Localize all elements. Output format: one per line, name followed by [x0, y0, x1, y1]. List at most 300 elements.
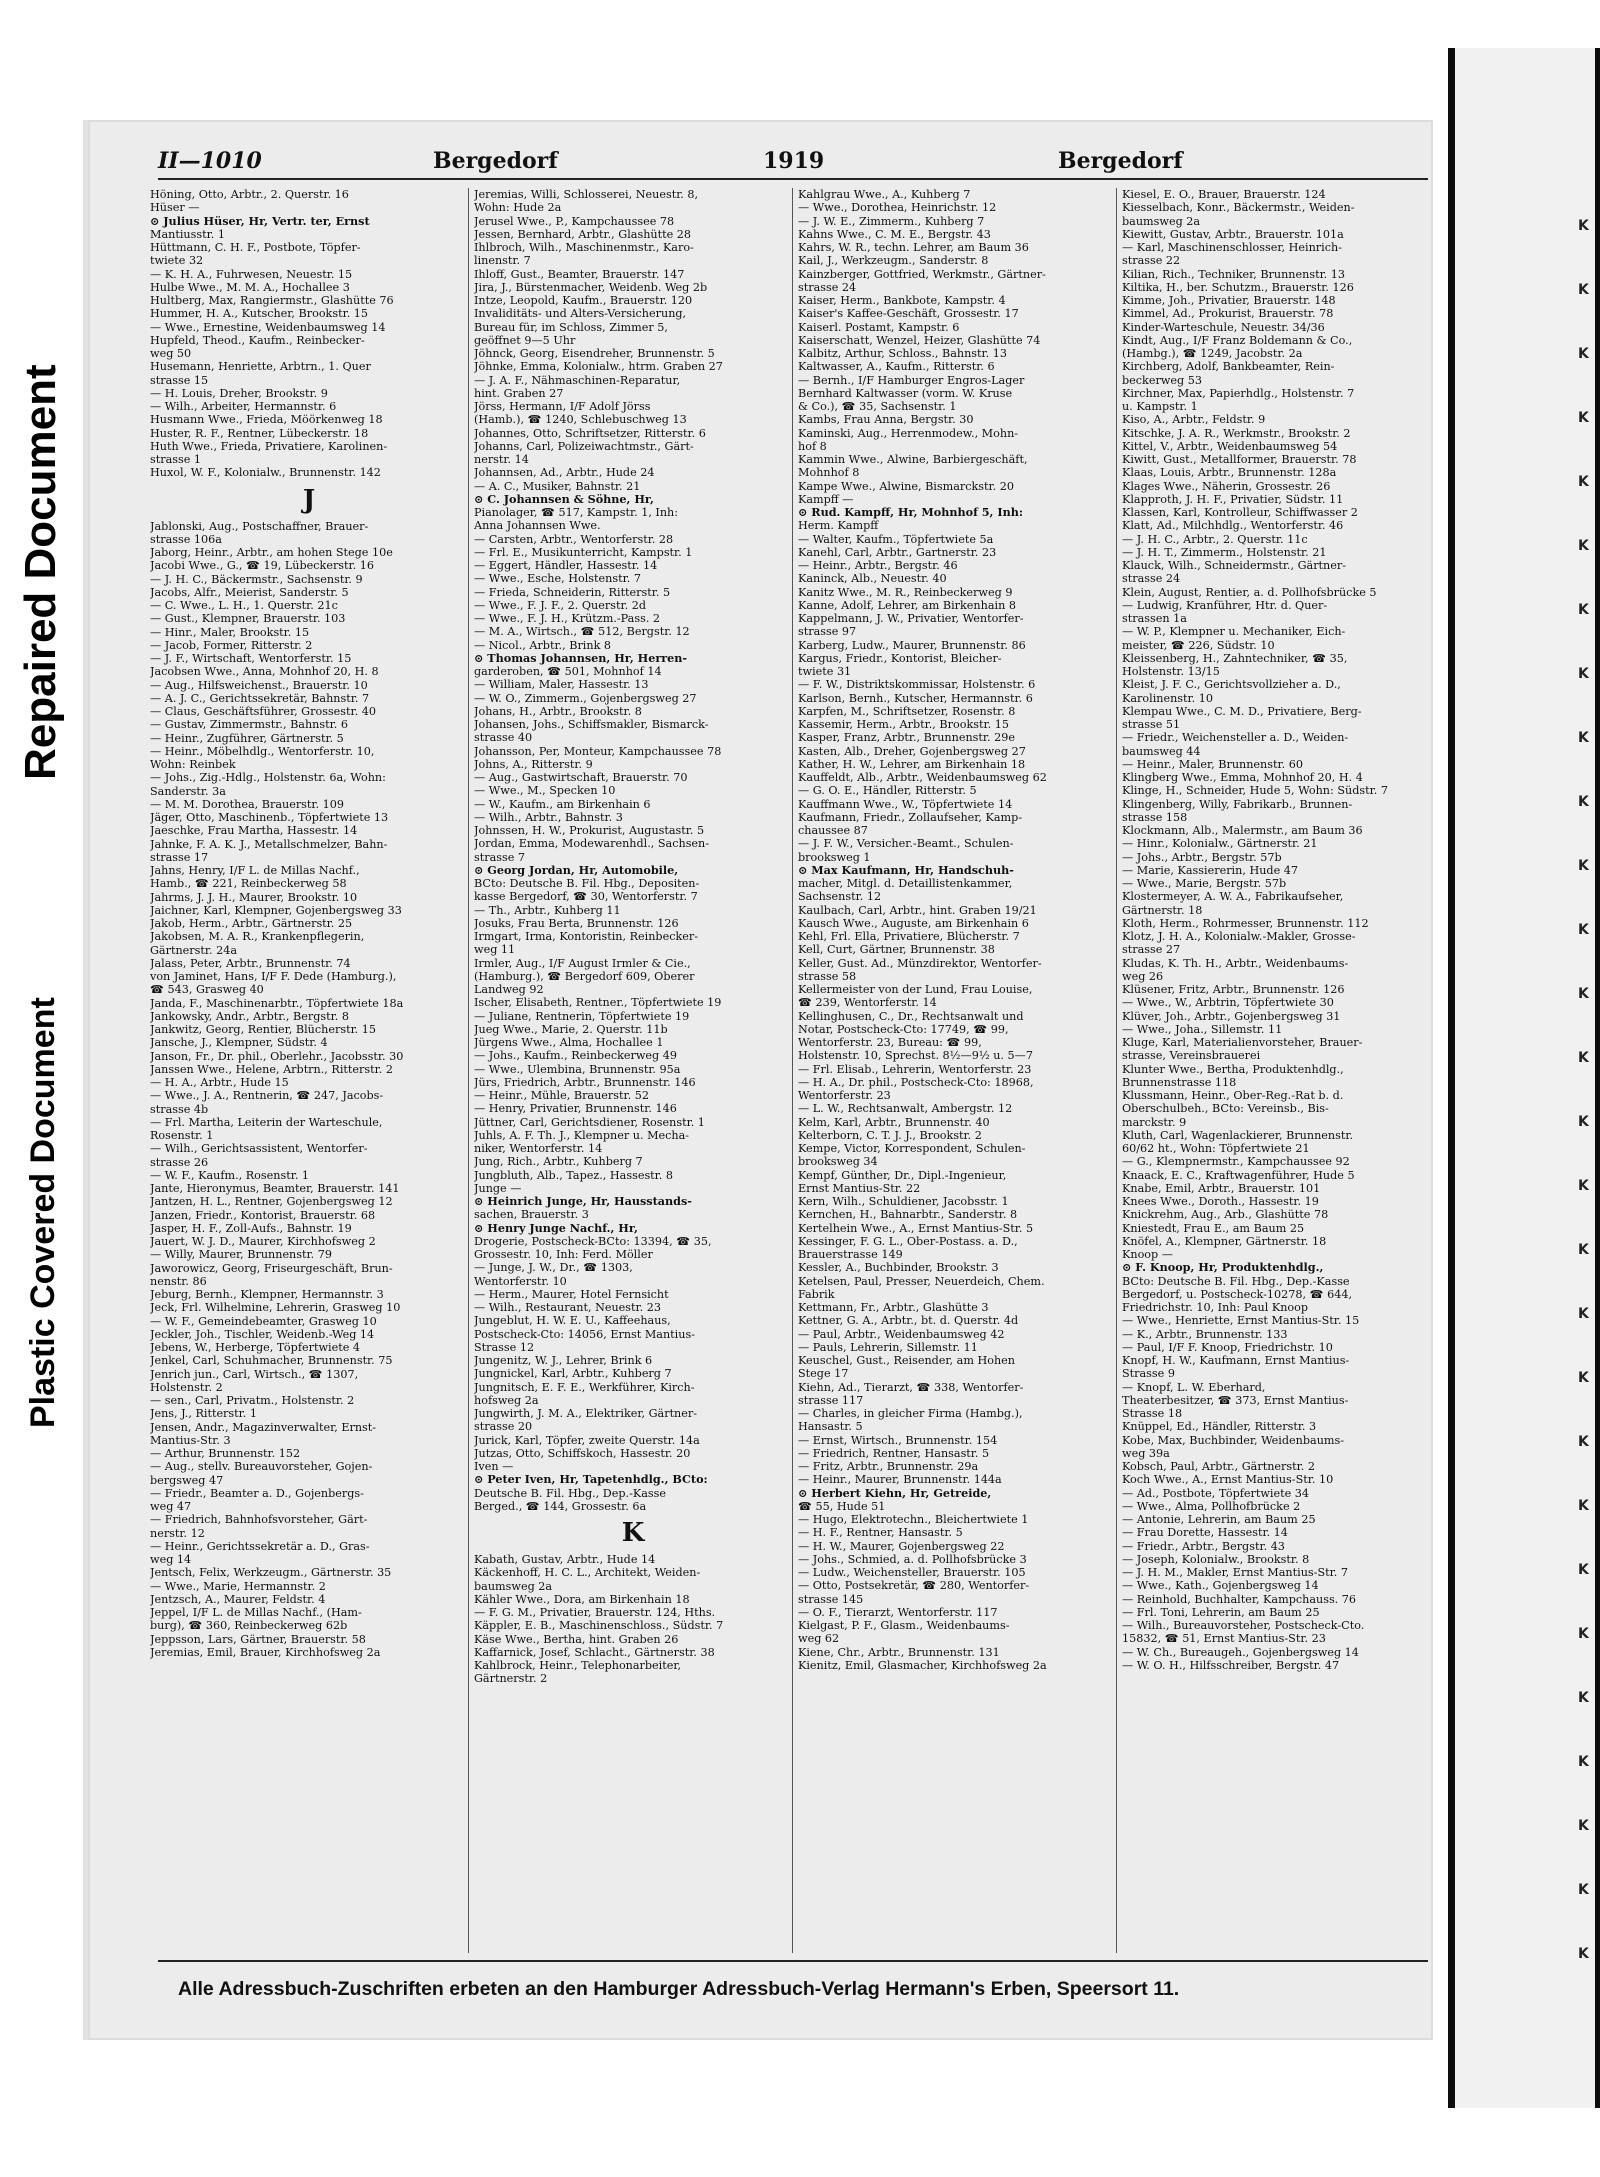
directory-entry: — Frl. E., Musikunterricht, Kampstr. 1 [474, 545, 693, 559]
directory-entry: Kinder-Warteschule, Neuestr. 34/36 [1122, 320, 1325, 334]
directory-entry: meister, ☎ 226, Südstr. 10 [1122, 638, 1275, 652]
directory-entry: Wentorferstr. 23 [798, 1089, 891, 1102]
directory-entry: — G., Klempnermstr., Kampchaussee 92 [1122, 1155, 1350, 1169]
directory-entry: Koch Wwe., A., Ernst Mantius-Str. 10 [1122, 1473, 1334, 1487]
directory-entry: burg), ☎ 360, Reinbeckerweg 62b [150, 1619, 348, 1633]
directory-entry: Notar, Postscheck-Cto: 17749, ☎ 99, [798, 1022, 1009, 1036]
directory-entry: Herm. Kampff [798, 519, 879, 533]
directory-entry: Käse Wwe., Bertha, hint. Graben 26 [474, 1632, 679, 1646]
directory-entry: Jungeblut, H. W. E. U., Kaffeehaus, [474, 1314, 671, 1328]
directory-entry: — Heinr., Möbelhdlg., Wentorferstr. 10, [150, 744, 375, 758]
directory-entry: Jutzas, Otto, Schiffskoch, Hassestr. 20 [474, 1446, 691, 1460]
directory-entry: Kernchen, H., Bahnarbtr., Sanderstr. 8 [798, 1208, 1018, 1222]
directory-entry: — Wwe., Kath., Gojenbergsweg 14 [1122, 1579, 1319, 1593]
directory-entry: — Wwe., M., Specken 10 [474, 784, 616, 798]
directory-entry: marckstr. 9 [1122, 1115, 1187, 1129]
directory-entry: Johns, A., Ritterstr. 9 [474, 757, 593, 771]
adjacent-page-letter: K [1578, 666, 1589, 682]
directory-entry: Kappelmann, J. W., Privatier, Wentorfer- [798, 612, 1024, 625]
directory-entry: Landweg 92 [474, 983, 544, 996]
directory-entry: — Antonie, Lehrerin, am Baum 25 [1122, 1513, 1316, 1526]
directory-entry: Kobe, Max, Buchbinder, Weidenbaums- [1122, 1433, 1345, 1447]
column-divider [792, 188, 793, 1953]
directory-entry: Mohnhof 8 [798, 466, 860, 480]
directory-entry: Jankowsky, Andr., Arbtr., Bergstr. 8 [150, 1009, 349, 1023]
directory-entry: Knees Wwe., Doroth., Hassestr. 19 [1122, 1195, 1319, 1208]
directory-entry: strasse 17 [150, 850, 209, 864]
directory-entry: von Jaminet, Hans, I/F F. Dede (Hamburg.), [150, 970, 397, 983]
directory-entry: strasse 26 [150, 1155, 209, 1169]
directory-entry: — William, Maler, Hassestr. 13 [474, 678, 649, 692]
directory-entry: Jungbluth, Alb., Tapez., Hassestr. 8 [474, 1168, 674, 1182]
directory-entry: ☎ 239, Wentorferstr. 14 [798, 996, 937, 1010]
directory-entry: Sanderstr. 3a [150, 784, 226, 798]
directory-entry: Jürgens Wwe., Alma, Hochallee 1 [474, 1036, 664, 1049]
adjacent-page-letter: K [1578, 1242, 1589, 1258]
directory-entry: Hüser — [150, 201, 200, 215]
directory-entry: Kahlbrock, Heinr., Telephonarbeiter, [474, 1659, 682, 1672]
directory-entry: Jungnickel, Karl, Arbtr., Kuhberg 7 [474, 1367, 672, 1381]
page-header [158, 148, 1428, 178]
adjacent-page-letter: K [1578, 218, 1589, 234]
directory-entry: — Wilh., Restaurant, Neuestr. 23 [474, 1301, 662, 1314]
directory-entry: Jurick, Karl, Töpfer, zweite Querstr. 14a [474, 1433, 700, 1447]
directory-entry: — Ernst, Wirtsch., Brunnenstr. 154 [798, 1433, 998, 1447]
directory-entry: Karberg, Ludw., Maurer, Brunnenstr. 86 [798, 638, 1026, 652]
directory-entry: — Johs., Arbtr., Bergstr. 57b [1122, 850, 1282, 864]
directory-entry: Klassen, Karl, Kontrolleur, Schiffwasser 2 [1122, 506, 1358, 519]
directory-entry: Wentorferstr. 23, Bureau: ☎ 99, [798, 1036, 982, 1049]
directory-entry: Kirchner, Max, Papierhdlg., Holstenstr. 7 [1122, 386, 1355, 400]
directory-entry: — Frl. Toni, Lehrerin, am Baum 25 [1122, 1605, 1320, 1619]
directory-entry: Johannes, Otto, Schriftsetzer, Ritterstr. 6 [474, 426, 706, 440]
directory-entry: Berged., ☎ 144, Grossestr. 6a [474, 1499, 647, 1513]
directory-entry: — A. J. C., Gerichtssekretär, Bahnstr. 7 [150, 691, 370, 705]
directory-entry: u. Kampstr. 1 [1122, 400, 1198, 413]
directory-entry: strasse 145 [798, 1592, 864, 1606]
directory-entry: — Ad., Postbote, Töpfertwiete 34 [1122, 1486, 1310, 1500]
directory-entry: Kiesel, E. O., Brauer, Brauerstr. 124 [1122, 188, 1326, 201]
directory-entry: — Paul, Arbtr., Weidenbaumsweg 42 [798, 1327, 1005, 1341]
directory-entry: — Friedrich, Rentner, Hansastr. 5 [798, 1446, 990, 1460]
directory-entry: Kaiser, Herm., Bankbote, Kampstr. 4 [798, 294, 1006, 307]
directory-entry: Jantzen, H. L., Rentner, Gojenbergsweg 12 [150, 1195, 393, 1209]
directory-entry: Kniestedt, Frau E., am Baum 25 [1122, 1221, 1305, 1235]
adjacent-page-letter: K [1578, 1434, 1589, 1450]
directory-entry: — M. M. Dorothea, Brauerstr. 109 [150, 797, 345, 811]
directory-entry: — G. O. E., Händler, Ritterstr. 5 [798, 784, 977, 798]
directory-entry: Ihloff, Gust., Beamter, Brauerstr. 147 [474, 267, 685, 281]
directory-entry: Kainzberger, Gottfried, Werkmstr., Gärtner- [798, 267, 1046, 281]
directory-entry: — Wwe., W., Arbtrin, Töpfertwiete 30 [1122, 996, 1334, 1010]
directory-entry: Huster, R. F., Rentner, Lübeckerstr. 18 [150, 426, 369, 440]
directory-entry: Kludas, K. Th. H., Arbtr., Weidenbaums- [1122, 956, 1349, 970]
column-divider [1116, 188, 1117, 1953]
adjacent-page-letter: K [1578, 1562, 1589, 1578]
directory-entry: Jante, Hieronymus, Beamter, Brauerstr. 141 [150, 1182, 400, 1195]
directory-entry: Huxol, W. F., Kolonialw., Brunnenstr. 142 [150, 466, 381, 480]
directory-entry: — Johs., Schmied, a. d. Pollhofsbrücke 3 [798, 1552, 1027, 1566]
directory-entry: Jacobs, Alfr., Meierist, Sanderstr. 5 [150, 585, 349, 599]
directory-entry: strasse 24 [798, 280, 857, 294]
directory-entry: — Wilh., Gerichtsassistent, Wentorfer- [150, 1142, 368, 1156]
directory-entry: — J. F. W., Versicher.-Beamt., Schulen- [798, 837, 1014, 851]
directory-entry: — Heinr., Maler, Brunnenstr. 60 [1122, 757, 1303, 771]
directory-entry: 15832, ☎ 51, Ernst Mantius-Str. 23 [1122, 1632, 1326, 1646]
directory-entry: Husemann, Henriette, Arbtrn., 1. Quer [150, 360, 371, 374]
directory-entry: Johanns, Carl, Polizeiwachtmstr., Gärt- [474, 439, 694, 453]
directory-entry: strasse, Vereinsbrauerei [1122, 1049, 1261, 1063]
directory-entry: Hulbe Wwe., M. M. A., Hochallee 3 [150, 280, 350, 294]
directory-entry: Jüttner, Carl, Gerichtsdiener, Rosenstr. 1 [474, 1115, 705, 1129]
directory-entry: Jöhnke, Emma, Kolonialw., htrm. Graben 27 [474, 360, 723, 374]
adjacent-page-letter: K [1578, 858, 1589, 874]
directory-entry: — W. F., Gemeindebeamter, Grasweg 10 [150, 1314, 377, 1328]
directory-entry: Junge — [474, 1181, 522, 1195]
directory-entry: Irmgart, Irma, Kontoristin, Reinbecker- [474, 930, 699, 943]
directory-entry: Kanne, Adolf, Lehrer, am Birkenhain 8 [798, 598, 1016, 612]
directory-entry: Stege 17 [798, 1367, 849, 1381]
directory-entry: (Hamb.), ☎ 1240, Schlebuschweg 13 [474, 413, 687, 427]
directory-entry: — Wwe., Alma, Pollhofbrücke 2 [1122, 1499, 1301, 1513]
directory-entry: Kloth, Herm., Rohrmesser, Brunnenstr. 112 [1122, 916, 1369, 930]
directory-entry: Huth Wwe., Frieda, Privatiere, Karolinen- [150, 439, 388, 453]
adjacent-page-letter: K [1578, 1114, 1589, 1130]
directory-entry: Kluth, Carl, Wagenlackierer, Brunnenstr. [1122, 1128, 1354, 1142]
directory-entry: Klunter Wwe., Bertha, Produktenhdlg., [1122, 1062, 1344, 1076]
directory-entry: Kähler Wwe., Dora, am Birkenhain 18 [474, 1592, 690, 1606]
directory-entry: — Friedr., Beamter a. D., Gojenbergs- [150, 1486, 364, 1500]
directory-entry: ⊙ Henry Junge Nachf., Hr, [474, 1221, 638, 1235]
directory-entry: Wohn: Hude 2a [474, 201, 562, 215]
adjacent-page-letter: K [1578, 1306, 1589, 1322]
directory-entry: weg 50 [150, 347, 192, 360]
directory-entry: twiete 31 [798, 665, 852, 678]
directory-entry: Kahns Wwe., C. M. E., Bergstr. 43 [798, 227, 991, 241]
directory-entry: — L. W., Rechtsanwalt, Ambergstr. 12 [798, 1102, 1013, 1116]
directory-entry: — Walter, Kaufm., Töpfertwiete 5a [798, 532, 994, 546]
directory-entry: — Herm., Maurer, Hotel Fernsicht [474, 1287, 669, 1301]
directory-entry: Jörss, Hermann, I/F Adolf Jörss [474, 400, 651, 413]
directory-entry: Jeppsson, Lars, Gärtner, Brauerstr. 58 [150, 1632, 366, 1646]
directory-entry: — Wwe., Esche, Holstenstr. 7 [474, 572, 641, 586]
directory-entry: Kampff — [798, 492, 854, 506]
directory-entry: Bernhard Kaltwasser (vorm. W. Kruse [798, 386, 1013, 400]
directory-entry: Johansson, Per, Monteur, Kampchaussee 78 [474, 744, 722, 758]
adjacent-page-letter: K [1578, 1626, 1589, 1642]
directory-entry: Hultberg, Max, Rangiermstr., Glashütte 76 [150, 294, 394, 307]
directory-entry: Kauffmann Wwe., W., Töpfertwiete 14 [798, 797, 1013, 811]
directory-entry: Ihlbroch, Wilh., Maschinenmstr., Karo- [474, 241, 694, 254]
directory-entry: & Co.), ☎ 35, Sachsenstr. 1 [798, 400, 957, 413]
directory-entry: — Charles, in gleicher Firma (Hambg.), [798, 1407, 1023, 1420]
directory-entry: strasse 1 [150, 453, 202, 466]
directory-entry: niker, Wentorferstr. 14 [474, 1142, 603, 1155]
directory-entry: strasse 40 [474, 731, 533, 745]
directory-entry: Kielgast, P. F., Glasm., Weidenbaums- [798, 1619, 1010, 1632]
directory-entry: Jeburg, Bernh., Klempner, Hermannstr. 3 [150, 1288, 384, 1301]
directory-entry: Ernst Mantius-Str. 22 [798, 1181, 921, 1195]
directory-entry: Kiesselbach, Konr., Bäckermstr., Weiden- [1122, 201, 1355, 215]
directory-entry: — W. P., Klempner u. Mechaniker, Eich- [1122, 625, 1346, 639]
directory-entry: — J. H. T., Zimmerm., Holstenstr. 21 [1122, 545, 1327, 559]
directory-entry: strasse 97 [798, 625, 857, 639]
directory-column-1 [150, 188, 468, 1958]
directory-entry: Knaack, E. C., Kraftwagenführer, Hude 5 [1122, 1168, 1355, 1182]
directory-entry: garderoben, ☎ 501, Mohnhof 14 [474, 665, 662, 678]
directory-entry: Knöfel, A., Klempner, Gärtnerstr. 18 [1122, 1234, 1327, 1248]
directory-entry: — Reinhold, Buchhalter, Kampchauss. 76 [1122, 1592, 1357, 1606]
directory-entry: Knickrehm, Aug., Arb., Glashütte 78 [1122, 1208, 1329, 1222]
directory-entry: Höning, Otto, Arbtr., 2. Querstr. 16 [150, 188, 349, 201]
directory-entry: Kalbitz, Arthur, Schloss., Bahnstr. 13 [798, 347, 1008, 360]
directory-entry: Jeckler, Joh., Tischler, Weidenb.-Weg 14 [150, 1327, 375, 1341]
directory-entry: Jentsch, Felix, Werkzeugm., Gärtnerstr. 35 [150, 1566, 392, 1580]
directory-entry: — W. O., Zimmerm., Gojenbergsweg 27 [474, 691, 697, 705]
directory-entry: — Bernh., I/F Hamburger Engros-Lager [798, 373, 1025, 387]
directory-entry: — Frl. Martha, Leiterin der Warteschule, [150, 1115, 383, 1129]
directory-entry: hof 8 [798, 439, 827, 453]
directory-entry: Juhls, A. F. Th. J., Klempner u. Mecha- [474, 1128, 690, 1142]
directory-entry: — H. F., Rentner, Hansastr. 5 [798, 1526, 963, 1540]
directory-entry: — Jacob, Former, Ritterstr. 2 [150, 638, 313, 652]
directory-entry: — H. W., Maurer, Gojenbergsweg 22 [798, 1539, 1005, 1553]
directory-entry: Kaiser's Kaffee-Geschäft, Grossestr. 17 [798, 307, 1019, 321]
directory-entry: — Wwe., F. J. F., 2. Querstr. 2d [474, 598, 646, 612]
directory-entry: — Wwe., Joha., Sillemstr. 11 [1122, 1022, 1283, 1036]
directory-entry: Kaiserschatt, Wenzel, Heizer, Glashütte 74 [798, 333, 1041, 347]
adjacent-page-letter: K [1578, 1882, 1589, 1898]
directory-entry: — Wwe., Dorothea, Heinrichstr. 12 [798, 201, 997, 215]
directory-entry: Klages Wwe., Näherin, Grossestr. 26 [1122, 479, 1331, 493]
page-number: II—1010 [158, 148, 262, 174]
directory-entry: — Heinr., Zugführer, Gärtnerstr. 5 [150, 731, 344, 745]
directory-entry: Jahns, Henry, I/F L. de Millas Nachf., [150, 864, 360, 877]
directory-entry: — Hinr., Maler, Brookstr. 15 [150, 625, 310, 639]
directory-entry: Klauck, Wilh., Schneidermstr., Gärtner- [1122, 559, 1347, 572]
directory-entry: Fabrik [798, 1287, 835, 1301]
directory-entry: Kaltwasser, A., Kaufm., Ritterstr. 6 [798, 360, 995, 374]
directory-entry: Kather, H. W., Lehrer, am Birkenhain 18 [798, 757, 1026, 771]
directory-entry: Jungenitz, W. J., Lehrer, Brink 6 [474, 1354, 653, 1367]
directory-entry: Bergedorf, u. Postscheck-10278, ☎ 644, [1122, 1287, 1352, 1301]
directory-entry: — Nicol., Arbtr., Brink 8 [474, 638, 612, 652]
adjacent-page-letter: K [1578, 794, 1589, 810]
directory-entry: Husmann Wwe., Frieda, Möörkenweg 18 [150, 413, 383, 427]
directory-entry: strasse 158 [1122, 810, 1188, 824]
directory-entry: Kitschke, J. A. R., Werkmstr., Brookstr. 2 [1122, 426, 1351, 440]
directory-entry: Kell, Curt, Gärtner, Brunnenstr. 38 [798, 943, 995, 957]
directory-entry: baumsweg 44 [1122, 744, 1201, 758]
directory-entry: ⊙ Heinrich Junge, Hr, Hausstands- [474, 1195, 692, 1208]
directory-entry: — Ludwig, Kranführer, Htr. d. Quer- [1122, 598, 1328, 612]
directory-entry: Kelterborn, C. T. J. J., Brookstr. 2 [798, 1128, 982, 1142]
directory-entry: brooksweg 34 [798, 1155, 878, 1169]
directory-entry: ☎ 55, Hude 51 [798, 1499, 886, 1513]
footer-rule [158, 1960, 1428, 1962]
directory-entry: Wohn: Reinbek [150, 758, 236, 771]
directory-entry: Johnssen, H. W., Prokurist, Augustastr. 5 [474, 824, 705, 837]
directory-column-2 [474, 188, 792, 1958]
directory-entry: — Hinr., Kolonialw., Gärtnerstr. 21 [1122, 837, 1318, 851]
directory-entry: Johansen, Johs., Schiffsmakler, Bismarck- [474, 718, 709, 731]
directory-entry: Jungnitsch, E. F. E., Werkführer, Kirch- [474, 1380, 695, 1394]
directory-entry: strasse 106a [150, 532, 222, 546]
directory-entry: — Wwe., Ernestine, Weidenbaumsweg 14 [150, 320, 386, 334]
directory-entry: ⊙ Herbert Kiehn, Hr, Getreide, [798, 1486, 992, 1500]
directory-entry: Jaeschke, Frau Martha, Hassestr. 14 [150, 824, 358, 838]
directory-entry: Kiltika, H., ber. Schutzm., Brauerstr. 126 [1122, 280, 1354, 294]
directory-entry: Knopf, H. W., Kaufmann, Ernst Mantius- [1122, 1354, 1350, 1367]
directory-entry: — Frau Dorette, Hassestr. 14 [1122, 1526, 1288, 1540]
directory-entry: Ketelsen, Paul, Presser, Neuerdeich, Chem. [798, 1274, 1045, 1288]
directory-entry: Kanitz Wwe., M. R., Reinbeckerweg 9 [798, 585, 1013, 599]
adjacent-page-letter: K [1578, 922, 1589, 938]
directory-entry: — F. W., Distriktskommissar, Holstenstr. 6 [798, 678, 1036, 692]
directory-entry: weg 62 [798, 1632, 840, 1646]
directory-entry: — Frieda, Schneiderin, Ritterstr. 5 [474, 585, 671, 599]
directory-entry: — Gust., Klempner, Brauerstr. 103 [150, 612, 346, 626]
directory-entry: Kaulbach, Carl, Arbtr., hint. Graben 19/21 [798, 903, 1037, 917]
directory-entry: — H. A., Arbtr., Hude 15 [150, 1076, 289, 1089]
directory-entry: Jahnke, F. A. K. J., Metallschmelzer, Bahn- [150, 837, 388, 851]
directory-entry: Jaborg, Heinr., Arbtr., am hohen Stege 10e [150, 546, 393, 559]
directory-entry: — Wilh., Arbeiter, Hermannstr. 6 [150, 400, 337, 413]
repaired-document-label: Repaired Document [16, 364, 65, 780]
directory-entry: strassen 1a [1122, 612, 1187, 625]
directory-entry: — J. A. F., Nähmaschinen-Reparatur, [474, 373, 681, 387]
directory-entry: Kanehl, Carl, Arbtr., Gartnerstr. 23 [798, 545, 997, 559]
directory-entry: twiete 32 [150, 254, 204, 268]
directory-entry: Klockmann, Alb., Malermstr., am Baum 36 [1122, 824, 1363, 837]
directory-entry: Kasten, Alb., Dreher, Gojenbergsweg 27 [798, 744, 1026, 758]
directory-entry: weg 39a [1122, 1446, 1170, 1460]
directory-entry: chaussee 87 [798, 824, 868, 837]
directory-entry: — Wwe., Marie, Hermannstr. 2 [150, 1579, 326, 1593]
directory-entry: baumsweg 2a [1122, 214, 1201, 228]
directory-entry: strasse 24 [1122, 572, 1181, 586]
directory-entry: Kleist, J. F. C., Gerichtsvollzieher a. D., [1122, 678, 1341, 692]
directory-entry: Jung, Rich., Arbtr., Kuhberg 7 [474, 1155, 643, 1169]
directory-entry: Oberschulbeh., BCto: Vereinsb., Bis- [1122, 1102, 1329, 1116]
directory-entry: Jansche, J., Klempner, Südstr. 4 [150, 1036, 328, 1050]
directory-entry: strasse 27 [1122, 943, 1181, 957]
directory-entry: ⊙ Max Kaufmann, Hr, Handschuh- [798, 863, 1014, 877]
directory-entry: Sachsenstr. 12 [798, 890, 882, 904]
directory-entry: Jeremias, Emil, Brauer, Kirchhofsweg 2a [150, 1645, 381, 1659]
directory-entry: — M. A., Wirtsch., ☎ 512, Bergstr. 12 [474, 625, 690, 639]
directory-entry: Kammin Wwe., Alwine, Barbiergeschäft, [798, 453, 1028, 466]
directory-entry: Johans, H., Arbtr., Brookstr. 8 [474, 704, 642, 718]
directory-entry: Josuks, Frau Berta, Brunnenstr. 126 [474, 916, 679, 930]
directory-entry: Kleissenberg, H., Zahntechniker, ☎ 35, [1122, 651, 1348, 665]
directory-entry: weg 11 [474, 943, 516, 957]
directory-entry: — Friedr., Arbtr., Bergstr. 43 [1122, 1539, 1285, 1553]
directory-entry: Hupfeld, Theod., Kaufm., Reinbecker- [150, 333, 365, 347]
adjacent-page-strip [1455, 48, 1595, 2108]
directory-entry: — K. H. A., Fuhrwesen, Neuestr. 15 [150, 267, 353, 281]
directory-entry: — Th., Arbtr., Kuhberg 11 [474, 903, 621, 917]
directory-entry: Kittel, V., Arbtr., Weidenbaumsweg 54 [1122, 439, 1338, 453]
adjacent-page-letter: K [1578, 1370, 1589, 1386]
directory-entry: (Hamburg.), ☎ Bergedorf 609, Oberer [474, 969, 695, 983]
directory-entry: weg 47 [150, 1500, 192, 1513]
directory-entry: Knüppel, Ed., Händler, Ritterstr. 3 [1122, 1420, 1317, 1434]
directory-entry: Kern, Wilh., Schuldiener, Jacobsstr. 1 [798, 1195, 1009, 1208]
directory-entry: geöffnet 9—5 Uhr [474, 333, 576, 347]
directory-entry: Ischer, Elisabeth, Rentner., Töpfertwiete 19 [474, 996, 722, 1010]
directory-entry: BCto: Deutsche B. Fil. Hbg., Dep.-Kasse [1122, 1274, 1350, 1288]
directory-entry: Kauffeldt, Alb., Arbtr., Weidenbaumsweg 62 [798, 771, 1047, 784]
directory-entry: sachen, Brauerstr. 3 [474, 1208, 589, 1222]
directory-entry: Kiehn, Ad., Tierarzt, ☎ 338, Wentorfer- [798, 1380, 1024, 1394]
directory-entry: Kempe, Victor, Korrespondent, Schulen- [798, 1142, 1026, 1155]
directory-entry: hofsweg 2a [474, 1393, 539, 1407]
directory-entry: Strasse 9 [1122, 1367, 1175, 1381]
directory-entry: Kiwitt, Gust., Metallformer, Brauerstr. 78 [1122, 453, 1357, 466]
directory-entry: Wentorferstr. 10 [474, 1274, 567, 1288]
directory-entry: Jessen, Bernhard, Arbtr., Glashütte 28 [474, 227, 692, 241]
directory-entry: strasse 51 [1122, 718, 1181, 731]
directory-entry: — A. C., Musiker, Bahnstr. 21 [474, 479, 641, 493]
directory-entry: Kertelhein Wwe., A., Ernst Mantius-Str. 5 [798, 1221, 1034, 1235]
directory-entry: Karolinenstr. 10 [1122, 691, 1214, 705]
directory-entry: Hamb., ☎ 221, Reinbeckerweg 58 [150, 877, 347, 891]
directory-entry: strasse 20 [474, 1420, 533, 1434]
directory-entry: — K., Arbtr., Brunnenstr. 133 [1122, 1327, 1288, 1341]
directory-entry: Iven — [474, 1460, 514, 1473]
directory-entry: Rosenstr. 1 [150, 1129, 214, 1142]
directory-entry: strasse 117 [798, 1393, 864, 1407]
directory-entry: — J. F., Wirtschaft, Wentorferstr. 15 [150, 652, 352, 665]
directory-entry: Jahrms, J. J. H., Maurer, Brookstr. 10 [150, 890, 358, 904]
adjacent-page-letter: K [1578, 282, 1589, 298]
directory-entry: Kessinger, F. G. L., Ober-Postass. a. D., [798, 1234, 1018, 1248]
directory-entry: Kassemir, Herm., Arbtr., Brookstr. 15 [798, 718, 1009, 731]
directory-entry: Klüver, Joh., Arbtr., Gojenbergsweg 31 [1122, 1009, 1341, 1023]
directory-entry: — Junge, J. W., Dr., ☎ 1303, [474, 1261, 633, 1275]
directory-entry: — W., Kaufm., am Birkenhain 6 [474, 797, 651, 811]
directory-entry: — Gustav, Zimmermstr., Bahnstr. 6 [150, 718, 348, 732]
directory-entry: Kluge, Karl, Materialienvorsteher, Brauer- [1122, 1036, 1363, 1049]
directory-entry: beckerweg 53 [1122, 373, 1202, 387]
section-letter-heading: J [302, 484, 316, 515]
directory-entry: Jasper, H. F., Zoll-Aufs., Bahnstr. 19 [150, 1221, 352, 1235]
directory-entry: Janson, Fr., Dr. phil., Oberlehr., Jacobsstr. 30 [150, 1049, 404, 1063]
footer-notice: Alle Adressbuch-Zuschriften erbeten an den Hamburger Adressbuch-Verlag Hermann's Erben, Speersort 11. [178, 1978, 1180, 2000]
directory-entry: strasse 4b [150, 1102, 209, 1116]
directory-entry: Kahlgrau Wwe., A., Kuhberg 7 [798, 188, 971, 201]
directory-entry: Janzen, Friedr., Kontorist, Brauerstr. 68 [150, 1208, 376, 1222]
directory-entry: Irmler, Aug., I/F August Irmler & Cie., [474, 956, 691, 970]
directory-entry: strasse 7 [474, 850, 526, 864]
directory-entry: Kempf, Günther, Dr., Dipl.-Ingenieur, [798, 1168, 1007, 1182]
directory-entry: — H. A., Dr. phil., Postscheck-Cto: 18968, [798, 1075, 1034, 1089]
directory-entry: — Karl, Maschinenschlosser, Heinrich- [1122, 241, 1342, 254]
directory-entry: — C. Wwe., L. H., 1. Querstr. 21c [150, 599, 338, 612]
directory-entry: Kirchberg, Adolf, Bankbeamter, Rein- [1122, 360, 1335, 374]
directory-entry: Jeppel, I/F L. de Millas Nachf., (Ham- [150, 1606, 362, 1619]
directory-entry: Kettner, G. A., Arbtr., bt. d. Querstr. 4d [798, 1314, 1019, 1328]
directory-entry: — W. O. H., Hilfsschreiber, Bergstr. 47 [1122, 1658, 1340, 1672]
directory-entry: Kienitz, Emil, Glasmacher, Kirchhofsweg 2a [798, 1658, 1047, 1672]
directory-entry: BCto: Deutsche B. Fil. Hbg., Depositen- [474, 877, 700, 890]
directory-entry: Bureau für, im Schloss, Zimmer 5, [474, 320, 668, 334]
directory-entry: Kettmann, Fr., Arbtr., Glashütte 3 [798, 1301, 989, 1314]
directory-entry: Klaas, Louis, Arbtr., Brunnenstr. 128a [1122, 466, 1337, 480]
directory-entry: Käckenhoff, H. C. L., Architekt, Weiden- [474, 1566, 701, 1580]
directory-entry: Kaiserl. Postamt, Kampstr. 6 [798, 320, 960, 334]
